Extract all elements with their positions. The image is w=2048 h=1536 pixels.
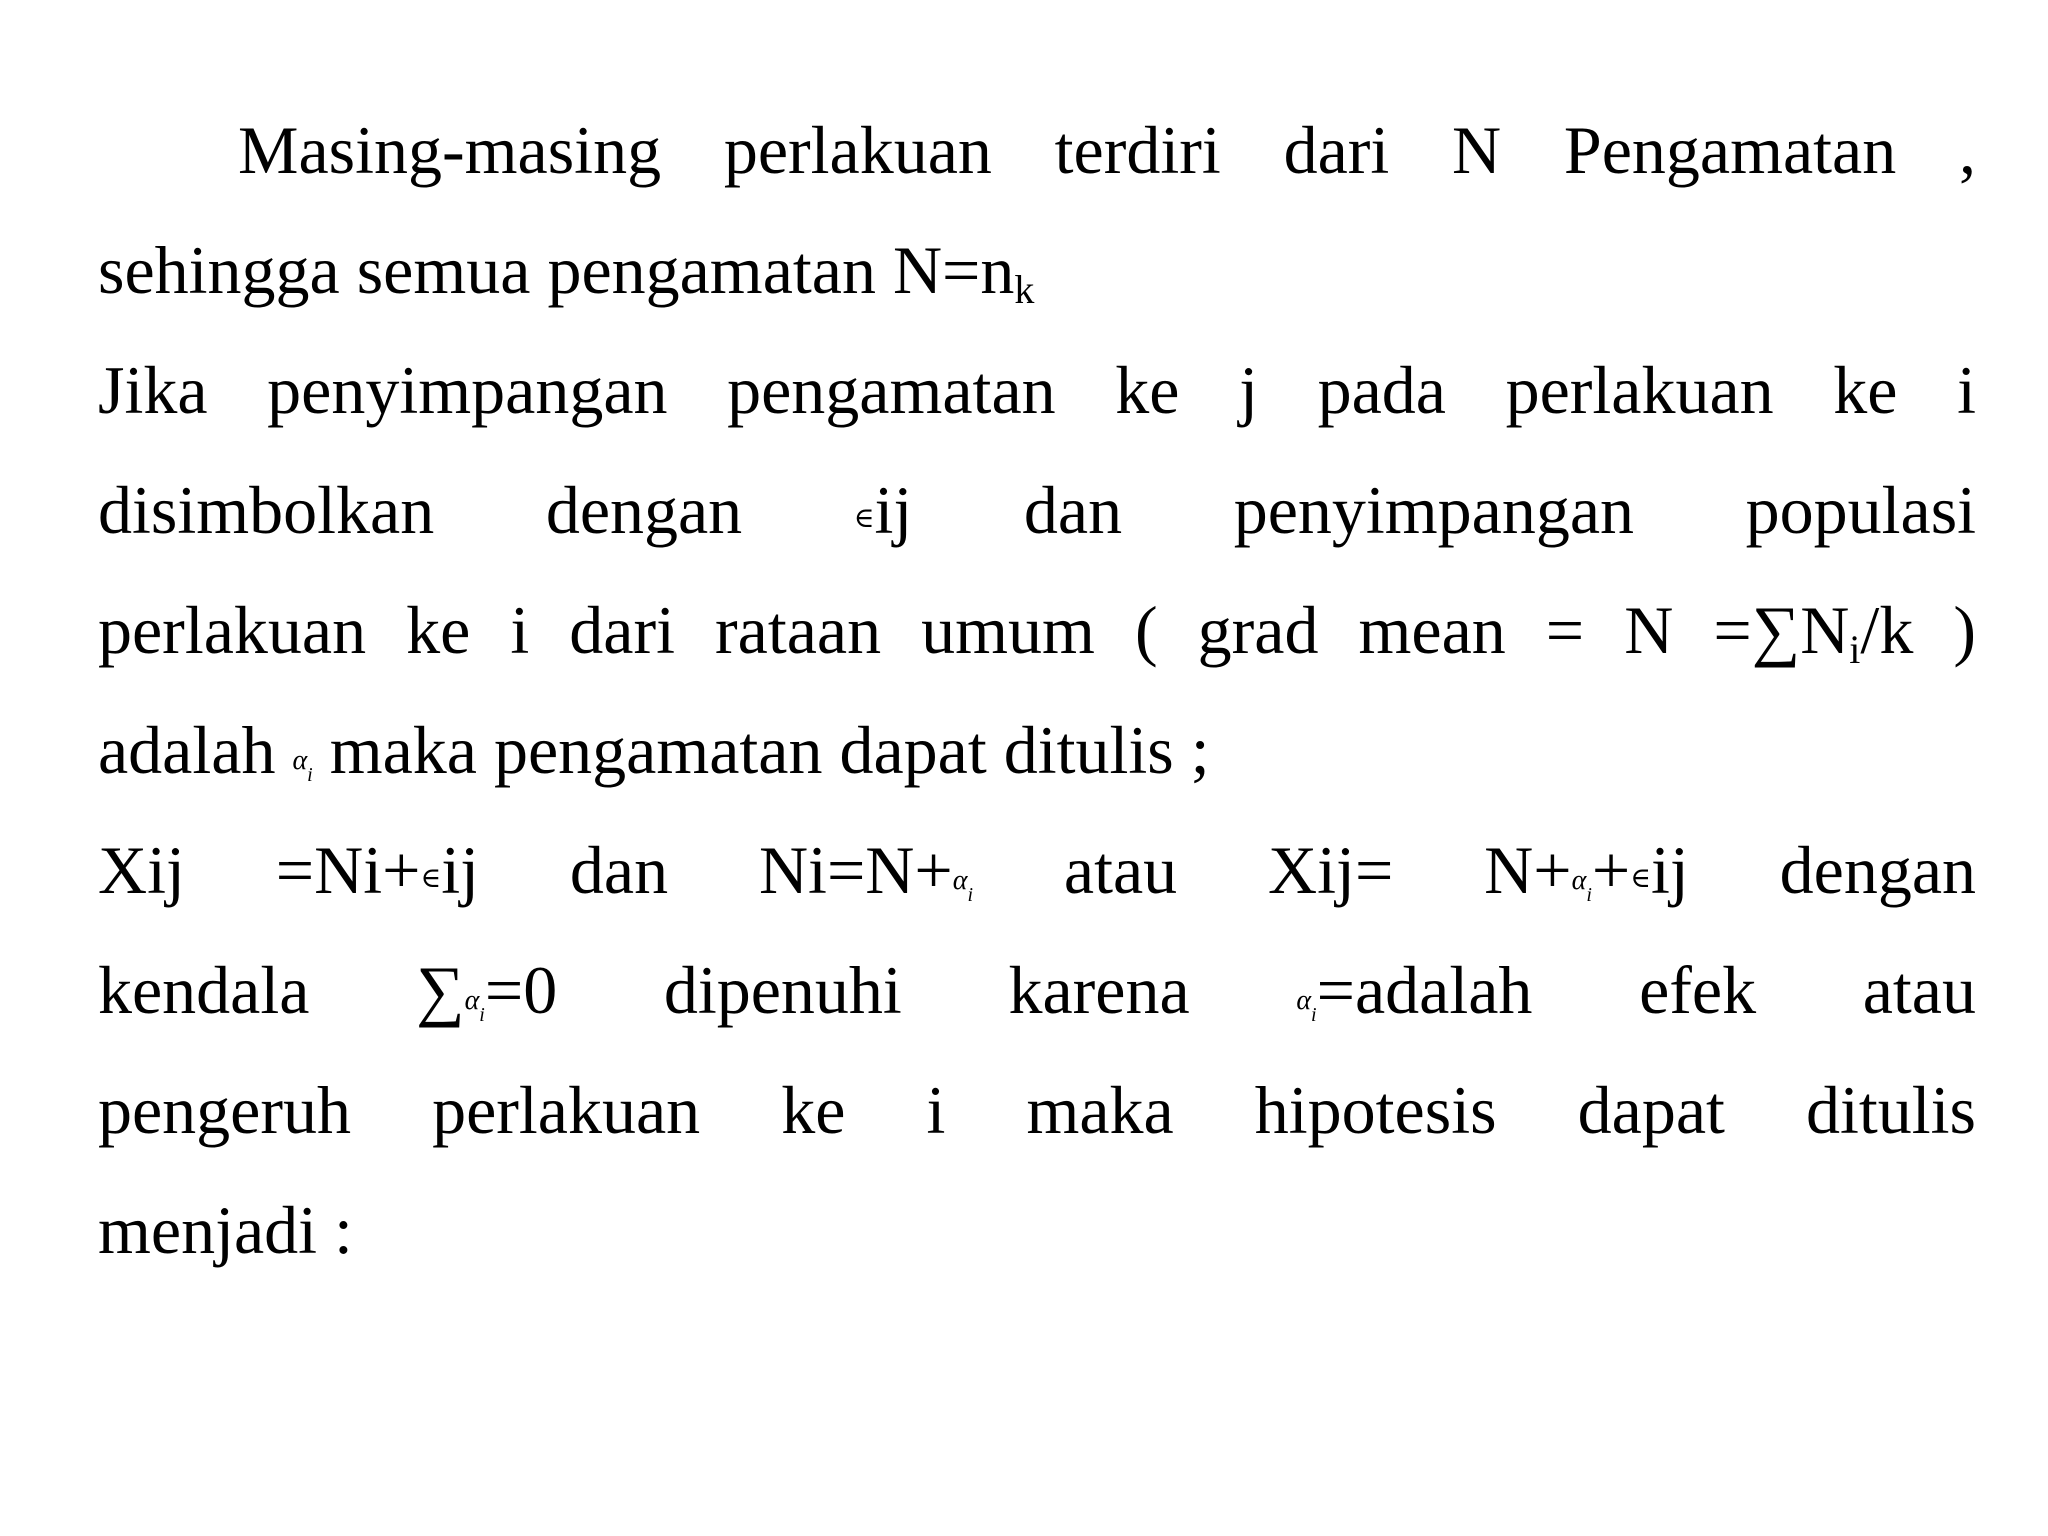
- line8-word: efek: [1639, 952, 1757, 1028]
- alpha-symbol: α: [1296, 985, 1312, 1016]
- line7-word: Xij: [98, 832, 185, 908]
- line5-text-after: /k ): [1860, 592, 1976, 668]
- alpha-subscript: i: [307, 764, 313, 786]
- line7-term: [276, 832, 479, 908]
- body-paragraph: [98, 90, 1976, 1290]
- line7-ni-plus: =Ni+: [275, 832, 421, 908]
- text-line-6: [98, 690, 1976, 810]
- alpha-symbol: α: [292, 745, 308, 776]
- text-line-3: [98, 330, 1976, 450]
- element-of-symbol: ∈: [420, 863, 442, 894]
- line7-ij: ij: [441, 832, 480, 908]
- line8-term: [416, 952, 557, 1028]
- line3-text: Jika penyimpangan pengamatan ke j pada perlakuan ke i: [98, 352, 1976, 428]
- line8-eq-zero: =0: [484, 952, 558, 1028]
- line8-word: kendala: [98, 952, 310, 1028]
- text-line-8: [98, 930, 1976, 1050]
- line8-word: dipenuhi: [663, 952, 902, 1028]
- line7-ni-eq: Ni=N+: [758, 832, 953, 908]
- line7-word: Xij=: [1268, 832, 1394, 908]
- text-line-9: [98, 1050, 1976, 1170]
- line7-word: dan: [569, 832, 669, 908]
- alpha-symbol: α: [1571, 865, 1587, 896]
- line4-word: disimbolkan: [98, 472, 435, 548]
- line5-text: perlakuan ke i dari rataan umum ( grad mean = N =: [98, 592, 1752, 668]
- line7-term: [1484, 832, 1689, 908]
- sigma-symbol: ∑: [416, 952, 465, 1028]
- text-line-2: [98, 210, 1976, 330]
- line1-text: Masing-masing perlakuan terdiri dari N Pengamatan ,: [238, 112, 1976, 188]
- line7-plus: +: [1591, 832, 1631, 908]
- line7-ij: ij: [1651, 832, 1689, 908]
- line4-word: dan: [1023, 472, 1123, 548]
- alpha-subscript: i: [479, 1004, 485, 1026]
- line4-word: dengan: [545, 472, 743, 548]
- sigma-symbol: ∑: [1751, 592, 1801, 668]
- text-line-5: [98, 570, 1976, 690]
- line7-word: atau: [1063, 832, 1178, 908]
- text-line-7: [98, 810, 1976, 930]
- line4-ij: ij: [874, 472, 913, 548]
- line8-adalah: =adalah: [1316, 952, 1533, 1028]
- line6-word: adalah: [98, 712, 276, 788]
- text-line-10: [98, 1170, 1976, 1290]
- line5-subscript-i: i: [1849, 627, 1861, 672]
- line8-word: atau: [1862, 952, 1976, 1028]
- alpha-symbol: α: [952, 865, 968, 896]
- line6-text: maka pengamatan dapat ditulis ;: [329, 712, 1210, 788]
- line2-subscript-k: k: [1014, 267, 1035, 312]
- alpha-subscript: i: [1586, 884, 1592, 906]
- line7-term: [759, 832, 973, 908]
- text-line-1: [98, 90, 1976, 210]
- line4-word: populasi: [1745, 472, 1977, 548]
- alpha-i-term: [292, 712, 312, 788]
- line9-text: pengeruh perlakuan ke i maka hipotesis dapat ditulis: [98, 1072, 1976, 1148]
- line4-word: penyimpangan: [1233, 472, 1635, 548]
- line7-n-plus: N+: [1484, 832, 1572, 908]
- element-of-symbol: ∈: [1630, 863, 1651, 894]
- element-of-symbol: ∈: [853, 503, 875, 534]
- line8-term: [1296, 952, 1532, 1028]
- line5-n: N: [1800, 592, 1850, 668]
- line8-word: karena: [1008, 952, 1190, 1028]
- line2-text: sehingga semua pengamatan N=n: [98, 232, 1015, 308]
- line7-word: dengan: [1779, 832, 1977, 908]
- alpha-subscript: i: [967, 884, 974, 906]
- line4-epsilon-term: [854, 472, 913, 548]
- alpha-subscript: i: [1311, 1004, 1317, 1026]
- text-line-4: [98, 450, 1976, 570]
- line10-text: menjadi :: [98, 1192, 353, 1268]
- alpha-symbol: α: [464, 985, 480, 1016]
